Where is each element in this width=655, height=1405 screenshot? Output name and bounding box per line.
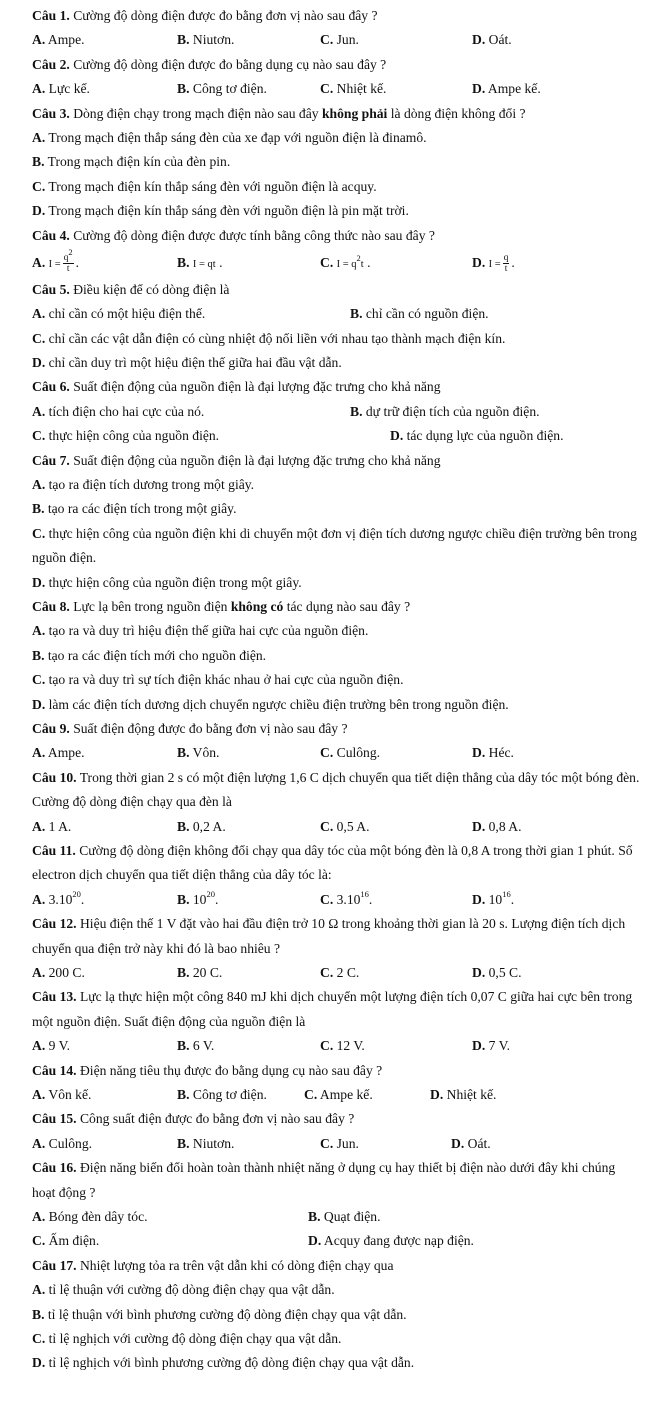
option-b: B. Niutơn. [177,1135,235,1151]
question-16 [32,1156,641,1205]
options-15 [32,1132,641,1156]
question-number: Câu 3. [32,105,70,121]
options-1 [32,28,641,52]
question-12 [32,912,641,961]
option-a: A. tạo ra điện tích dương trong một giây. [32,477,255,493]
option-d: D. Oát. [451,1135,491,1151]
question-text: Suất điện động của nguồn điện là đại lượng đặc trưng cho khả năng [73,452,441,468]
question-10 [32,766,641,815]
option-b: B. tạo ra các điện tích trong một giây. [32,501,237,517]
fraction: $\frac{q}{t}$ [503,253,509,275]
option-b: B. 20 C. [177,964,223,980]
option-d: D. $10^{16}$. [472,889,515,907]
option-c: C. Ấm điện. [32,1233,100,1249]
option-c: C. Trong mạch điện kín thắp sáng đèn với nguồn điện là acquy. [32,178,377,194]
options-10 [32,815,641,839]
option-d: D. 0,8 A. [472,818,522,834]
option-b: B. Niutơn. [177,32,235,48]
option-a: A. Trong mạch điện thắp sáng đèn của xe đạp với nguồn điện là đinamô. [32,129,427,145]
question-15 [32,1107,641,1131]
question-6 [32,375,641,399]
option-a: A. tạo ra và duy trì hiệu điện thế giữa hai cực của nguồn điện. [32,623,369,639]
question-number: Câu 8. [32,599,70,615]
option-d: D. tỉ lệ nghịch với bình phương cường độ dòng điện chạy qua vật dẫn. [32,1355,415,1371]
question-text: Lực lạ thực hiện một công 840 mJ khi dịch chuyển một lượng điện tích 0,07 C giữa hai cực bên trong một nguồn điện. Suất điện động của nguồn điện là [32,989,633,1029]
options-6a [32,400,641,424]
option-a: A. Vôn kế. [32,1086,92,1102]
question-13 [32,985,641,1034]
option-d: D. Héc. [472,745,514,761]
option-b: B. tỉ lệ thuận với bình phương cường độ dòng điện chạy qua vật dẫn. [32,1306,407,1322]
option-c: C. Nhiệt kế. [320,81,387,97]
question-text: Công suất điện được đo bằng đơn vị nào sau đây ? [79,1111,355,1127]
option-d: D. tác dụng lực của nguồn điện. [390,428,564,444]
question-number: Câu 5. [32,281,70,297]
question-text: Nhiệt lượng tỏa ra trên vật dẫn khi có dòng điện chạy qua [79,1257,394,1273]
question-text: Lực lạ bên trong nguồn điện [73,599,231,615]
options-12 [32,961,641,985]
question-number: Câu 7. [32,452,70,468]
option-a: A. 9 V. [32,1038,71,1054]
option-a: A. Bóng đèn dây tóc. [32,1208,148,1224]
options-14 [32,1083,641,1107]
option-b: B. 6 V. [177,1038,215,1054]
option-d: D. I = $\frac{q}{t}$ . [472,253,515,275]
question-number: Câu 15. [32,1111,77,1127]
option-a: A. tỉ lệ thuận với cường độ dòng điện chạy qua vật dẫn. [32,1282,335,1298]
option-a: A. 1 A. [32,818,72,834]
question-number: Câu 11. [32,842,76,858]
option-b: B. Vôn. [177,745,220,761]
options-16a [32,1205,641,1229]
question-number: Câu 1. [32,8,70,23]
question-3 [32,102,641,126]
options-11 [32,888,641,912]
option-c: C. 2 C. [320,964,360,980]
question-number: Câu 9. [32,720,70,736]
question-number: Câu 6. [32,379,70,395]
question-text: Điện năng biến đổi hoàn toàn thành nhiệt năng ở dụng cụ hay thiết bị điện nào dưới đây khi chúng hoạt động ? [32,1160,616,1200]
option-c: C. 12 V. [320,1038,365,1054]
question-number: Câu 16. [32,1160,77,1176]
options-2 [32,77,641,101]
option-a: A. tích điện cho hai cực của nó. [32,403,205,419]
option-c: C. 3.10$^{16}$. [320,889,373,907]
options-16b [32,1229,641,1253]
option-a: A. I = $\frac{q^2}{t}$ . [32,247,80,275]
option-b: B. dự trữ điện tích của nguồn điện. [350,403,540,419]
question-text: Dòng điện chạy trong mạch điện nào sau đây [73,105,322,121]
question-emphasis: không có [230,599,284,615]
option-a: A. Lực kế. [32,81,90,97]
question-text-end: tác dụng nào sau đây ? [283,599,411,615]
option-b: B. Trong mạch điện kín của đèn pin. [32,154,231,170]
option-b: B. Quạt điện. [308,1208,381,1224]
question-emphasis: không phải [321,105,388,121]
question-number: Câu 2. [32,56,70,72]
option-b: B. tạo ra các điện tích mới cho nguồn điện. [32,647,267,663]
option-b: B. I = qt . [177,254,223,270]
question-number: Câu 10. [32,769,77,785]
option-d: D. 7 V. [472,1038,511,1054]
option-a: A. chỉ cần có một hiệu điện thế. [32,306,206,322]
options-6b [32,424,641,448]
option-d: D. Trong mạch điện kín thắp sáng đèn với nguồn điện là pin mặt trời. [32,203,409,219]
question-14 [32,1059,641,1083]
option-d: D. chỉ cần duy trì một hiệu điện thế giữa hai đầu vật dẫn. [32,355,342,371]
question-17 [32,1254,641,1278]
question-9 [32,717,641,741]
option-d: D. Oát. [472,32,512,48]
options-4 [32,248,641,278]
option-a: A. Culông. [32,1135,93,1151]
option-c: C. Culông. [320,745,381,761]
question-text: Suất điện động được đo bằng đơn vị nào sau đây ? [73,720,348,736]
question-number: Câu 13. [32,989,77,1005]
option-c: C. thực hiện công của nguồn điện. [32,428,220,444]
option-a: A. 200 C. [32,964,85,980]
question-number: Câu 14. [32,1062,77,1078]
option-b: B. chỉ cần có nguồn điện. [350,306,489,322]
question-5 [32,278,641,302]
question-text: Cường độ dòng điện được đo bằng đơn vị nào sau đây ? [73,8,378,23]
question-2 [32,53,641,77]
question-8 [32,595,641,619]
option-b: B. $10^{20}$. [177,889,219,907]
option-c: C. Jun. [320,1135,359,1151]
question-number: Câu 4. [32,227,70,243]
question-11 [32,839,641,888]
options-5 [32,302,641,326]
option-b: B. Công tơ điện. [177,81,267,97]
option-a: A. 3.10$^{20}$. [32,889,85,907]
option-c: C. chỉ cần các vật dẫn điện có cùng nhiệt độ nối liền với nhau tạo thành mạch điện kín. [32,330,506,346]
option-c: C. Ampe kế. [304,1086,373,1102]
option-a: A. Ampe. [32,745,85,761]
option-c: C. $I = q^2t$ . [320,253,371,270]
question-text-end: là dòng điện không đổi ? [387,105,526,121]
option-b: B. 0,2 A. [177,818,226,834]
question-text: Trong thời gian 2 s có một điện lượng 1,6 C dịch chuyển qua tiết diện thẳng của dây tóc một bóng đèn. Cường độ dòng điện chạy qua đèn là [32,769,640,810]
question-text: Điều kiện để có dòng điện là [73,281,230,297]
option-d: D. làm các điện tích dương dịch chuyển ngược chiều điện trường bên trong nguồn điện. [32,696,509,712]
option-d: D. Nhiệt kế. [430,1086,497,1102]
question-number: Câu 17. [32,1257,77,1273]
option-d: D. Acquy đang được nạp điện. [308,1233,474,1249]
question-text: Cường độ dòng điện được đo bằng dụng cụ nào sau đây ? [73,56,387,72]
option-c: C. Jun. [320,32,359,48]
question-7 [32,449,641,473]
option-c: C. thực hiện công của nguồn điện khi di chuyển một đơn vị điện tích dương ngược chiều điện trường bên trong nguồn điện. [32,525,637,566]
question-text: Hiệu điện thế 1 V đặt vào hai đầu điện trở 10 Ω trong khoảng thời gian là 20 s. Lượng điện tích dịch chuyển qua điện trở này khi đó là bao nhiêu ? [32,916,626,956]
question-4 [32,224,641,248]
option-b: B. Công tơ điện. [177,1086,267,1102]
option-a: A. Ampe. [32,32,85,48]
options-13 [32,1034,641,1058]
fraction: $\frac{q^2}{t}$ [63,247,73,275]
option-d: D. Ampe kế. [472,81,541,97]
question-text: Điện năng tiêu thụ được đo bằng dụng cụ nào sau đây ? [79,1062,383,1078]
question-number: Câu 12. [32,916,77,932]
option-c: C. 0,5 A. [320,818,370,834]
question-text: Cường độ dòng điện không đổi chạy qua dây tóc của một bóng đèn là 0,8 A trong thời gian 1 phút. Số electron dịch chuyển qua tiết diện thẳng của dây tóc là: [32,842,633,883]
question-text: Suất điện động của nguồn điện là đại lượng đặc trưng cho khả năng [73,379,441,395]
option-c: C. tạo ra và duy trì sự tích điện khác nhau ở hai cực của nguồn điện. [32,672,404,688]
question-1 [32,4,641,28]
option-d: D. 0,5 C. [472,964,522,980]
option-c: C. tỉ lệ nghịch với cường độ dòng điện chạy qua vật dẫn. [32,1330,342,1346]
question-text: Cường độ dòng điện được được tính bằng công thức nào sau đây ? [73,227,435,243]
option-d: D. thực hiện công của nguồn điện trong một giây. [32,574,302,590]
options-9 [32,741,641,765]
